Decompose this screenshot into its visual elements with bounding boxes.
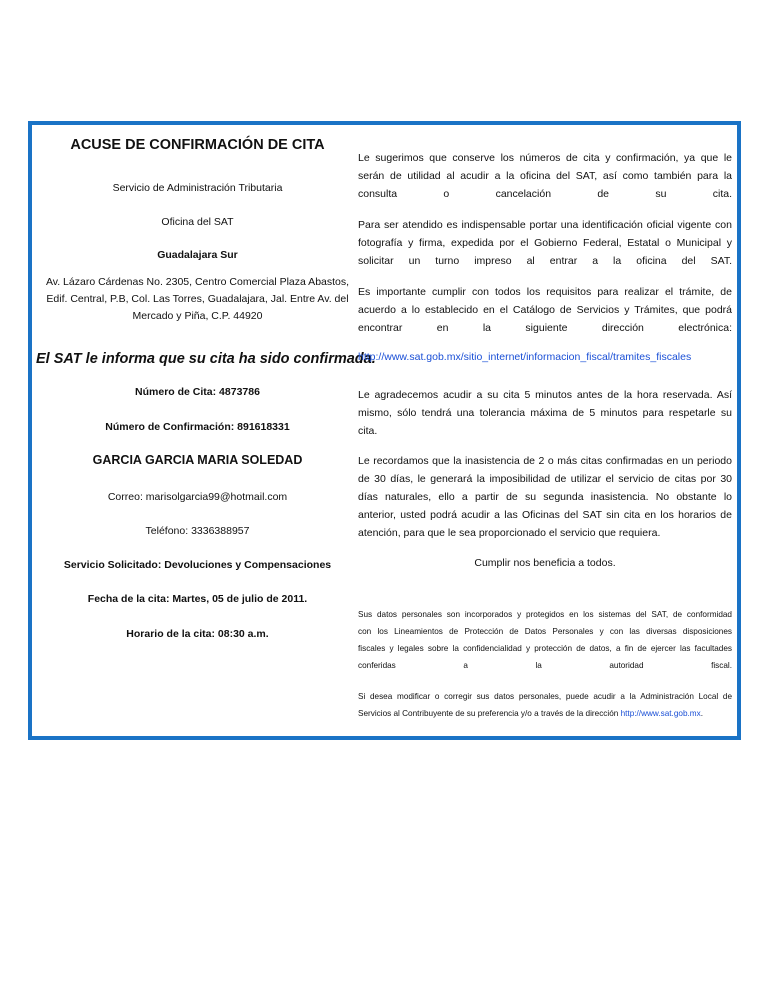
text-line: mismo, sólo tendrá una tolerancia máxima de 5 minutos para respetarle su: [358, 407, 732, 419]
paragraph-requirements: [358, 283, 732, 337]
text-line: acuerdo a lo establecido en el Catálogo de Servicios y Trámites, que podrá: [358, 304, 732, 316]
appointment-time: Horario de la cita: 08:30 a.m.: [126, 628, 269, 640]
institution-name: Servicio de Administración Tributaria: [112, 182, 283, 194]
appointment-number: Número de Cita: 4873786: [135, 386, 260, 398]
text-line: Es importante cumplir con todos los requisitos para realizar el trámite, de: [358, 286, 732, 298]
text-line: de 30 días, le generará la imposibilidad de utilizar el servicio de citas por 30: [358, 473, 732, 485]
text-fragment: Servicios al Contribuyente de su preferencia y/o a través de la dirección: [358, 709, 621, 718]
requested-service: Servicio Solicitado: Devoluciones y Compensaciones: [63, 559, 332, 571]
office-name: Guadalajara Sur: [157, 249, 238, 261]
address-line: Mercado y Piña, C.P. 44920: [132, 310, 263, 322]
text-line: [358, 705, 732, 722]
address-line: Av. Lázaro Cárdenas No. 2305, Centro Comercial Plaza Abastos,: [45, 276, 350, 288]
text-line: solicitar un turno impreso al entrar a la oficina del SAT.: [358, 255, 732, 267]
sat-website-link[interactable]: http://www.sat.gob.mx: [620, 709, 701, 718]
text-line: Para ser atendido es indispensable portar una identificación oficial vigente con: [358, 219, 732, 231]
text-line: serán de utilidad al acudir a la oficina del SAT, así como también para la: [358, 170, 732, 182]
paragraph-arrival: [358, 386, 732, 440]
phone: Teléfono: 3336388957: [145, 525, 250, 537]
text-line: consulta o cancelación de su cita.: [358, 188, 732, 200]
document-title: ACUSE DE CONFIRMACIÓN DE CITA: [70, 137, 325, 153]
text-line: anterior, usted podrá acudir a las Oficinas del SAT sin cita en los horarios de: [358, 509, 732, 521]
text-line: Le agradecemos acudir a su cita 5 minutos antes de la hora reservada. Así: [358, 389, 732, 401]
confirmation-document: [28, 121, 741, 740]
email: Correo: marisolgarcia99@hotmail.com: [107, 491, 288, 503]
confirmation-message: El SAT le informa que su cita ha sido confirmada.: [36, 351, 376, 367]
slogan: Cumplir nos beneficia a todos.: [474, 557, 616, 569]
text-line: Le sugerimos que conserve los números de cita y confirmación, ya que le: [358, 152, 732, 164]
office-label: Oficina del SAT: [161, 216, 234, 228]
person-name: GARCIA GARCIA MARIA SOLEDAD: [92, 453, 303, 467]
text-line: días naturales, ello a partir de su segunda inasistencia. No obstante lo: [358, 491, 732, 503]
confirmation-number: Número de Confirmación: 891618331: [105, 421, 290, 433]
paragraph-absence: [358, 452, 732, 542]
address-line: Edif. Central, P.B, Col. Las Torres, Guadalajara, Jal. Entre Av. del: [46, 293, 349, 305]
office-address: [38, 274, 357, 325]
paragraph-identification: [358, 216, 732, 270]
text-line: Sus datos personales son incorporados y protegidos en los sistemas del SAT, de conformidad: [358, 610, 732, 619]
text-line: fiscales y legales sobre la confidencialidad y protección de datos, a fin de ejercer las facultades: [358, 644, 732, 653]
appointment-date: Fecha de la cita: Martes, 05 de julio de 2011.: [87, 593, 308, 605]
text-line: Si desea modificar o corregir sus datos personales, puede acudir a la Administración Local de: [358, 692, 732, 701]
tramites-link[interactable]: http://www.sat.gob.mx/sitio_internet/informacion_fiscal/tramites_fiscales: [358, 351, 692, 363]
text-line: con los Lineamientos de Protección de Datos Personales y con las diversas disposiciones: [358, 627, 732, 636]
text-line: Le recordamos que la inasistencia de 2 o más citas confirmadas en un periodo: [358, 455, 732, 467]
text-line: cita.: [358, 425, 378, 437]
text-fragment: .: [700, 709, 703, 718]
text-line: atención, para que le sea proporcionado el servicio que requiera.: [358, 527, 661, 539]
text-line: conferidas a la autoridad fiscal.: [358, 661, 732, 670]
data-correction-notice: [358, 688, 732, 722]
privacy-notice: [358, 606, 732, 674]
paragraph-keep-numbers: [358, 149, 732, 203]
text-line: fotografía y firma, expedida por el Gobierno Federal, Estatal o Municipal y: [358, 237, 732, 249]
text-line: encontrar en la siguiente dirección electrónica:: [358, 322, 732, 334]
